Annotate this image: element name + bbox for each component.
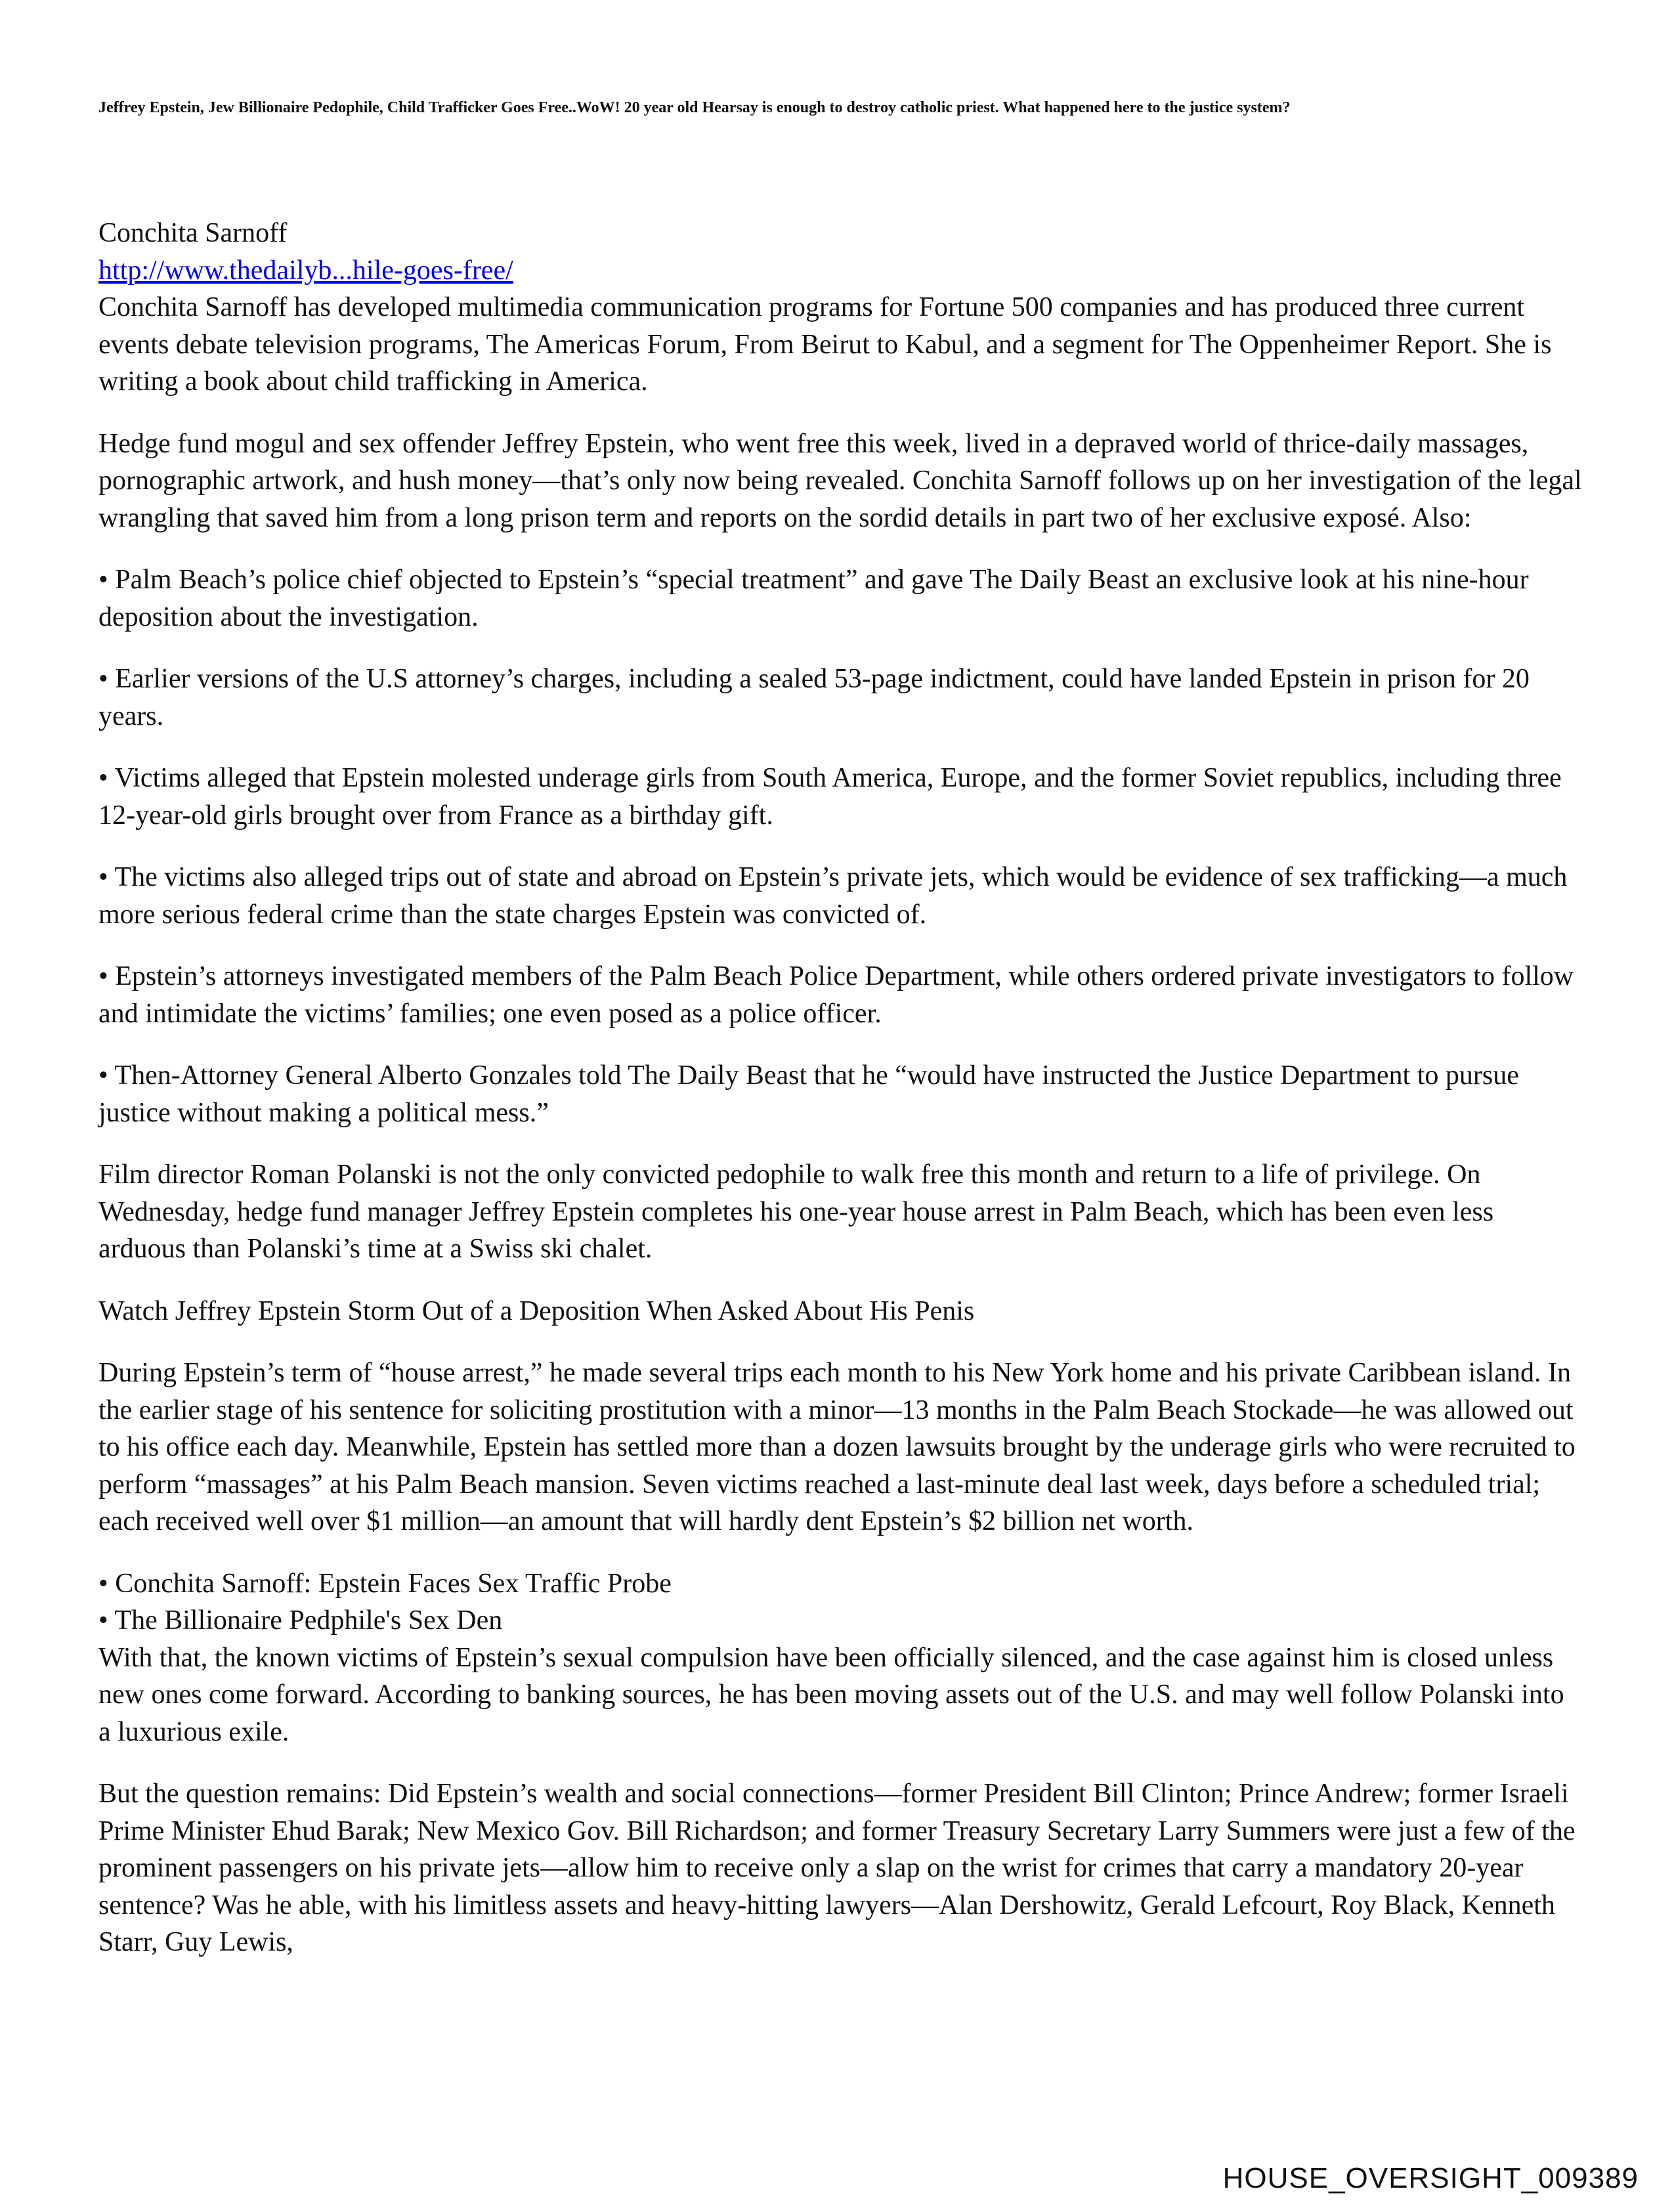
bullet-item: • Palm Beach’s police chief objected to Epstein’s “special treatment” and gave The Daily Beast an exclusive look at his nine-hour deposition about the investigation. <box>98 565 1529 632</box>
bullet-item: • Epstein’s attorneys investigated members of the Palm Beach Police Department, while others ordered private investigators to follow and intimidate the victims’ families; one even posed as a police officer. <box>98 961 1574 1029</box>
intro-paragraph: Hedge fund mogul and sex offender Jeffrey Epstein, who went free this week, lived in a depraved world of thrice-daily massages, pornographic artwork, and hush money—that’s only now being revealed. Conchita Sarnoff follows up on her investigation of the legal wrangling that saved him from a long prison term and reports on the sordid details in part two of her exclusive exposé. Also: <box>98 428 1582 533</box>
polanski-paragraph: Film director Roman Polanski is not the only convicted pedophile to walk free this month and return to a life of privilege. On Wednesday, hedge fund manager Jeffrey Epstein completes his one-year house arrest in Palm Beach, which has been even less arduous than Polanski’s time at a Swiss ski chalet. <box>98 1160 1494 1264</box>
silenced-paragraph: With that, the known victims of Epstein’s sexual compulsion have been officially silenced, and the case against him is closed unless new ones come forward. According to banking sources, he has been moving assets out of the U.S. and may well follow Polanski into a luxurious exile. <box>98 1642 1564 1747</box>
author-name: Conchita Sarnoff <box>98 218 288 248</box>
bullet-item: • Victims alleged that Epstein molested underage girls from South America, Europe, and the former Soviet republics, including three 12-year-old girls brought over from France as a birthday gift. <box>98 763 1562 831</box>
house-arrest-paragraph: During Epstein’s term of “house arrest,” he made several trips each month to his New York home and his private Caribbean island. In the earlier stage of his sentence for soliciting prostitution with a minor—13 months in the Palm Beach Stockade—he was allowed out to his office each day. Meanwhile, Epstein has settled more than a dozen lawsuits brought by the underage girls who were recruited to perform “massages” at his Palm Beach mansion. Seven victims reached a last-minute deal last week, days before a scheduled trial; each received well over $1 million—an amount that will hardly dent Epstein’s $2 billion net worth. <box>98 1358 1576 1536</box>
author-bio: Conchita Sarnoff has developed multimedia communication programs for Fortune 500 companies and has produced three current events debate television programs, The Americas Forum, From Beirut to Kabul, and a segment for The Oppenheimer Report. She is writing a book about child trafficking in America. <box>98 292 1552 397</box>
byline-block <box>98 215 1582 401</box>
question-paragraph: But the question remains: Did Epstein’s wealth and social connections—former President Bill Clinton; Prince Andrew; former Israeli Prime Minister Ehud Barak; New Mexico Gov. Bill Richardson; and former Treasury Secretary Larry Summers were just a few of the prominent passengers on his private jets—allow him to receive only a slap on the wrist for crimes that carry a mandatory 20-year sentence? Was he able, with his limitless assets and heavy-hitting lawyers—Alan Dershowitz, Gerald Lefcourt, Roy Black, Kenneth Starr, Guy Lewis, <box>98 1779 1576 1957</box>
bates-number: HOUSE_OVERSIGHT_009389 <box>1222 2162 1639 2194</box>
related-link-1[interactable]: • Conchita Sarnoff: Epstein Faces Sex Traffic Probe <box>98 1568 672 1599</box>
document-title: Jeffrey Epstein, Jew Billionaire Pedophile, Child Trafficker Goes Free..WoW! 20 year old Hearsay is enough to destroy catholic priest. What happened here to the justice system? <box>98 99 1291 116</box>
video-link-line: Watch Jeffrey Epstein Storm Out of a Deposition When Asked About His Penis <box>98 1295 975 1326</box>
related-links <box>98 1565 1582 1751</box>
article-body <box>98 215 1582 1986</box>
bullet-item: • Then-Attorney General Alberto Gonzales told The Daily Beast that he “would have instructed the Justice Department to pursue justice without making a political mess.” <box>98 1060 1519 1128</box>
bullet-item: • Earlier versions of the U.S attorney’s charges, including a sealed 53-page indictment, could have landed Epstein in prison for 20 years. <box>98 664 1530 731</box>
bullet-item: • The victims also alleged trips out of state and abroad on Epstein’s private jets, which would be evidence of sex trafficking—a much more serious federal crime than the state charges Epstein was convicted of. <box>98 862 1568 930</box>
source-link[interactable]: http://www.thedailyb...hile-goes-free/ <box>98 255 513 286</box>
related-link-2[interactable]: • The Billionaire Pedphile's Sex Den <box>98 1605 503 1636</box>
